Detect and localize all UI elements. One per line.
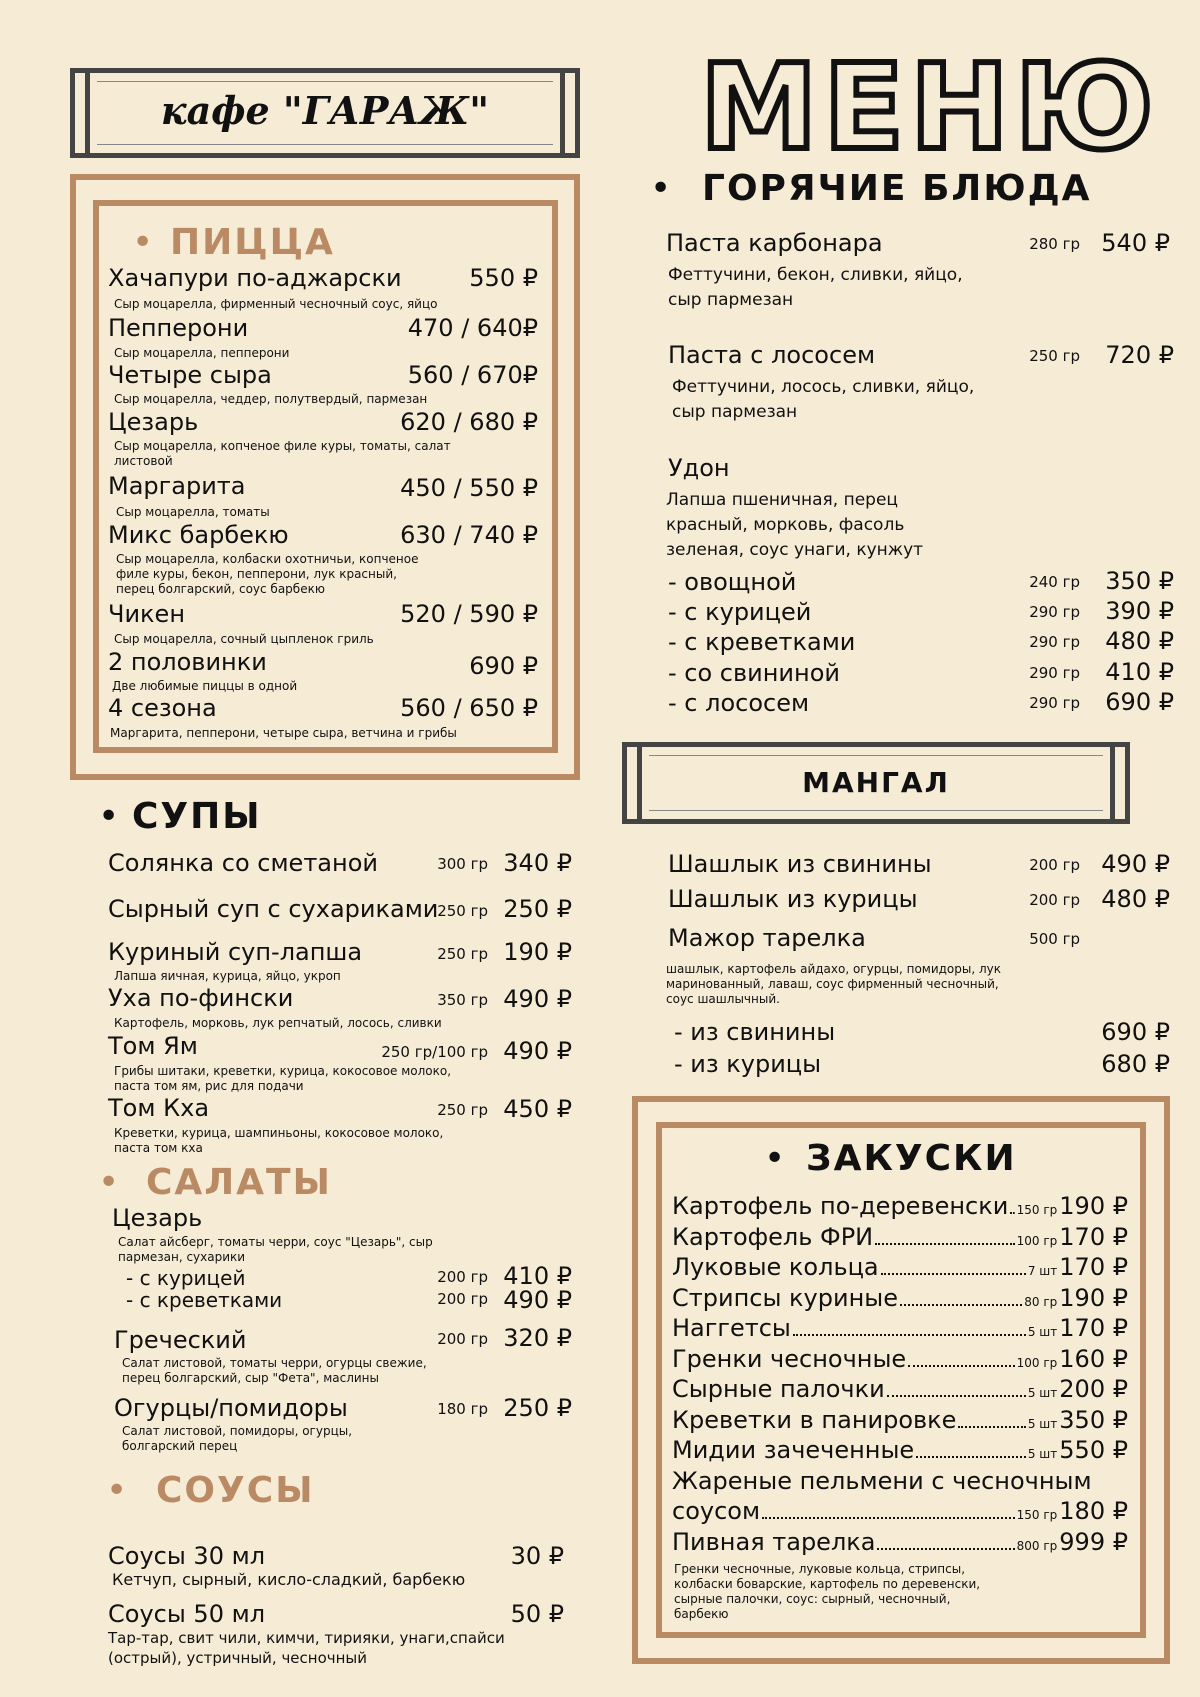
udon-option-name: - с курицей [668, 598, 812, 626]
dot-leader [887, 1395, 1026, 1397]
snack-name: Луковые кольца [672, 1253, 879, 1281]
hot-item-desc: Феттучини, лосось, сливки, яйцо, сыр пармезан [672, 377, 975, 422]
salad-option-price: 490 ₽ [503, 1286, 572, 1314]
salad-option-name: - с курицей [126, 1266, 246, 1290]
salad-weight: 200 гр [437, 1330, 488, 1348]
pizza-item-name: Пепперони [108, 314, 249, 342]
pizza-bullet: • [132, 222, 154, 263]
pizza-item-name: 4 сезона [108, 694, 217, 722]
snack-weight: 150 гр [1016, 1203, 1058, 1217]
udon-option-name: - овощной [668, 568, 797, 596]
soup-item-name: Куриный суп-лапша [108, 938, 363, 966]
snack-desc: Гренки чесночные, луковые кольца, стрипсы, колбаски боварские, картофель по деревенски, сырные палочки, соус: сырный, чесночный, барбекю [674, 1562, 981, 1621]
hot-item-name: Удон [668, 454, 730, 482]
pizza-item-name: Хачапури по-аджарски [108, 264, 402, 292]
snack-row [672, 1375, 1128, 1406]
pizza-item-desc: Сыр моцарелла, сочный цыпленок гриль [114, 632, 374, 646]
salad-option-price: 410 ₽ [503, 1262, 572, 1290]
snack-name: Пивная тарелка [672, 1527, 876, 1556]
grill-item-name: Шашлык из свинины [668, 850, 932, 878]
snack-row [672, 1345, 1128, 1376]
major-option-name: - из свинины [674, 1018, 836, 1046]
cafe-name: кафе "ГАРАЖ" [160, 88, 490, 133]
snack-row [672, 1192, 1128, 1223]
udon-option-price: 480 ₽ [1105, 627, 1174, 655]
pizza-item-desc: Сыр моцарелла, чеддер, полутвердый, пармезан [114, 392, 428, 406]
dot-leader [916, 1456, 1026, 1458]
pizza-item-price: 550 ₽ [469, 264, 538, 292]
soup-item-name: Том Ям [108, 1032, 198, 1060]
snacks-list [672, 1192, 1128, 1622]
grill-item-name: Шашлык из курицы [668, 885, 918, 913]
sauce-price: 50 ₽ [510, 1600, 564, 1628]
pizza-item-desc: Сыр моцарелла, колбаски охотничьи, копченое филе куры, бекон, пепперони, лук красный, перец болгарский, соус барбекю [116, 552, 419, 596]
major-option-name: - из курицы [674, 1050, 822, 1078]
salad-price: 320 ₽ [503, 1324, 572, 1352]
hot-item-name: Паста карбонара [666, 229, 883, 257]
soups-bullet: • [98, 796, 120, 837]
sauce-desc: Тар-тар, свит чили, кимчи, тирияки, унаги,спайси (острый), устричный, чесночный [108, 1629, 505, 1667]
soup-item-price: 340 ₽ [503, 849, 572, 877]
grill-item-weight: 200 гр [1029, 891, 1080, 909]
salad-name: Цезарь [112, 1204, 203, 1232]
udon-option-name: - с лососем [668, 689, 810, 717]
salad-option-weight: 200 гр [437, 1268, 488, 1286]
snack-weight: 5 шт [1027, 1386, 1058, 1400]
snack-price: 190 ₽ [1059, 1283, 1128, 1312]
salad-weight: 180 гр [437, 1400, 488, 1418]
soup-item-name: Солянка со сметаной [108, 849, 378, 877]
pizza-title: ПИЦЦА [170, 222, 335, 263]
hot-item-name: Паста с лососем [668, 341, 876, 369]
soup-item-weight: 250 гр [437, 945, 488, 963]
snack-row [672, 1223, 1128, 1254]
snack-row [672, 1497, 1128, 1528]
snack-price: 999 ₽ [1059, 1527, 1128, 1556]
snack-weight: 5 шт [1027, 1447, 1058, 1461]
grill-title: МАНГАЛ [802, 766, 950, 799]
salad-option-weight: 200 гр [437, 1290, 488, 1308]
snack-row [672, 1284, 1128, 1315]
snack-price: 350 ₽ [1059, 1405, 1128, 1434]
snack-price: 200 ₽ [1059, 1375, 1128, 1403]
snack-price: 170 ₽ [1059, 1314, 1128, 1342]
soup-item-weight: 250 гр/100 гр [381, 1043, 488, 1061]
dot-leader [958, 1426, 1025, 1428]
pizza-item-price: 560 / 650 ₽ [400, 694, 538, 722]
dot-leader [762, 1517, 1015, 1519]
snack-name: Картофель ФРИ [672, 1222, 874, 1251]
snack-price: 180 ₽ [1059, 1497, 1128, 1525]
soup-item-desc: Грибы шитаки, креветки, курица, кокосовое молоко, паста том ям, рис для подачи [114, 1064, 452, 1093]
snack-row [672, 1528, 1128, 1559]
snack-name: Мидии зачеченные [672, 1436, 915, 1464]
pizza-item-price: 630 / 740 ₽ [400, 521, 538, 549]
hot-item-price: 540 ₽ [1101, 229, 1170, 257]
udon-option-price: 410 ₽ [1105, 658, 1174, 686]
soup-item-price: 190 ₽ [503, 938, 572, 966]
udon-option-name: - со свининой [668, 659, 840, 687]
dot-leader [875, 1243, 1015, 1245]
snack-weight: 800 гр [1016, 1538, 1058, 1553]
grill-item-price: 480 ₽ [1101, 885, 1170, 913]
udon-option-weight: 290 гр [1029, 633, 1080, 651]
snack-name: Стрипсы куриные [672, 1283, 898, 1312]
udon-option-weight: 290 гр [1029, 694, 1080, 712]
soup-item-weight: 250 гр [437, 902, 488, 920]
soup-item-name: Уха по-фински [108, 984, 294, 1012]
pizza-item-desc: Сыр моцарелла, томаты [116, 505, 270, 519]
hot-item-weight: 280 гр [1029, 235, 1080, 253]
salad-name: Греческий [114, 1326, 247, 1354]
snack-weight: 80 гр [1024, 1294, 1058, 1309]
udon-option-weight: 290 гр [1029, 603, 1080, 621]
soup-item-desc: Креветки, курица, шампиньоны, кокосовое молоко, паста том кха [114, 1126, 444, 1155]
sauces-title: СОУСЫ [156, 1470, 315, 1511]
soup-item-price: 250 ₽ [503, 895, 572, 923]
pizza-item-price: 560 / 670₽ [407, 361, 538, 389]
snack-name: Сырные палочки [672, 1375, 885, 1403]
major-option-price: 690 ₽ [1101, 1018, 1170, 1046]
pizza-item-price: 520 / 590 ₽ [400, 600, 538, 628]
soup-item-weight: 250 гр [437, 1101, 488, 1119]
hot-item-desc: Феттучини, бекон, сливки, яйцо, сыр пармезан [668, 265, 963, 310]
soup-item-weight: 350 гр [437, 991, 488, 1009]
snack-name: соусом [672, 1497, 761, 1525]
major-option-price: 680 ₽ [1101, 1050, 1170, 1078]
pizza-item-price: 620 / 680 ₽ [400, 408, 538, 436]
salad-desc: Салат листовой, томаты черри, огурцы свежие, перец болгарский, сыр "Фета", маслины [122, 1356, 427, 1385]
hot-item-price: 720 ₽ [1105, 341, 1174, 369]
snacks-bullet: • [764, 1138, 786, 1179]
snack-price: 170 ₽ [1059, 1253, 1128, 1281]
dot-leader [900, 1304, 1022, 1306]
pizza-item-desc: Маргарита, пепперони, четыре сыра, ветчина и грибы [110, 726, 457, 740]
hot-item-weight: 250 гр [1029, 347, 1080, 365]
snack-row [672, 1253, 1128, 1284]
hot-item-desc: Лапша пшеничная, перец красный, морковь, фасоль зеленая, соус унаги, кунжут [666, 490, 924, 560]
soup-item-weight: 300 гр [437, 855, 488, 873]
dot-leader [881, 1273, 1026, 1275]
pizza-item-name: Маргарита [108, 472, 246, 500]
dot-leader [877, 1548, 1014, 1550]
udon-option-weight: 290 гр [1029, 664, 1080, 682]
salad-desc: Салат айсберг, томаты черри, соус "Цезарь", сыр пармезан, сухарики [118, 1235, 433, 1264]
menu-title: МЕНЮ [700, 38, 1160, 176]
snack-weight: 7 шт [1027, 1264, 1058, 1278]
udon-option-price: 390 ₽ [1105, 597, 1174, 625]
sauce-name: Соусы 30 мл [108, 1542, 266, 1570]
grill-item-weight: 200 гр [1029, 856, 1080, 874]
pizza-item-desc: Сыр моцарелла, копченое филе куры, томаты, салат листовой [114, 439, 451, 468]
dot-leader [793, 1334, 1026, 1336]
snack-name: Гренки чесночные [672, 1344, 907, 1373]
pizza-item-name: 2 половинки [108, 648, 267, 676]
pizza-item-name: Микс барбекю [108, 521, 289, 549]
snack-name-line1: Жареные пельмени с чесночным [672, 1466, 1092, 1495]
soup-item-desc: Лапша яичная, курица, яйцо, укроп [114, 969, 341, 983]
snack-price: 160 ₽ [1059, 1344, 1128, 1373]
udon-option-price: 690 ₽ [1105, 688, 1174, 716]
snack-weight: 5 шт [1027, 1416, 1058, 1431]
hot-bullet: • [650, 168, 672, 209]
pizza-item-price: 450 / 550 ₽ [400, 474, 538, 502]
udon-option-weight: 240 гр [1029, 573, 1080, 591]
sauces-bullet: • [106, 1470, 128, 1511]
snack-weight: 150 гр [1016, 1508, 1058, 1522]
snack-row [672, 1436, 1128, 1467]
pizza-item-name: Четыре сыра [108, 361, 272, 389]
sauce-name: Соусы 50 мл [108, 1600, 266, 1628]
snack-name: Креветки в панировке [672, 1405, 957, 1434]
salads-bullet: • [98, 1162, 120, 1203]
soup-item-price: 490 ₽ [503, 985, 572, 1013]
salad-desc: Салат листовой, помидоры, огурцы, болгарский перец [122, 1424, 353, 1453]
snacks-title: ЗАКУСКИ [806, 1138, 1017, 1179]
salads-title: САЛАТЫ [146, 1162, 332, 1203]
soup-item-desc: Картофель, морковь, лук репчатый, лосось, сливки [114, 1016, 442, 1030]
sauce-price: 30 ₽ [510, 1542, 564, 1570]
pizza-item-price: 690 ₽ [469, 652, 538, 680]
pizza-item-desc: Две любимые пиццы в одной [112, 679, 298, 693]
snack-row [672, 1467, 1128, 1498]
snack-price: 170 ₽ [1059, 1222, 1128, 1251]
grill-item-desc: шашлык, картофель айдахо, огурцы, помидоры, лук маринованный, лаваш, соус фирменный чесночный, соус шашлычный. [666, 962, 1002, 1006]
soups-title: СУПЫ [132, 796, 262, 837]
pizza-item-desc: Сыр моцарелла, пепперони [114, 346, 290, 360]
snack-weight: 100 гр [1016, 1233, 1058, 1248]
udon-option-price: 350 ₽ [1105, 567, 1174, 595]
soup-item-price: 490 ₽ [503, 1037, 572, 1065]
pizza-item-price: 470 / 640₽ [407, 314, 538, 342]
hot-title: ГОРЯЧИЕ БЛЮДА [702, 168, 1092, 209]
soup-item-name: Том Кха [108, 1094, 210, 1122]
salad-name: Огурцы/помидоры [114, 1394, 348, 1422]
pizza-item-desc: Сыр моцарелла, фирменный чесночный соус, яйцо [114, 297, 438, 311]
snack-weight: 5 шт [1027, 1325, 1058, 1339]
grill-item-name: Мажор тарелка [668, 924, 866, 952]
snack-row [672, 1406, 1128, 1437]
pizza-item-name: Чикен [108, 600, 186, 628]
pizza-item-name: Цезарь [108, 408, 199, 436]
snack-row [672, 1314, 1128, 1345]
grill-item-price: 490 ₽ [1101, 850, 1170, 878]
grill-item-weight: 500 гр [1029, 930, 1080, 948]
dot-leader [908, 1365, 1014, 1367]
dot-leader [1010, 1212, 1014, 1214]
snack-price: 550 ₽ [1059, 1436, 1128, 1464]
salad-option-name: - с креветками [126, 1288, 283, 1312]
soup-item-name: Сырный суп с сухариками [108, 895, 439, 923]
snack-price: 190 ₽ [1059, 1192, 1128, 1220]
snack-weight: 100 гр [1016, 1355, 1058, 1370]
sauce-desc: Кетчуп, сырный, кисло-сладкий, барбекю [112, 1570, 466, 1589]
salad-price: 250 ₽ [503, 1394, 572, 1422]
soup-item-price: 450 ₽ [503, 1095, 572, 1123]
udon-option-name: - с креветками [668, 628, 856, 656]
snack-name: Наггетсы [672, 1314, 791, 1342]
snack-name: Картофель по-деревенски [672, 1192, 1009, 1220]
